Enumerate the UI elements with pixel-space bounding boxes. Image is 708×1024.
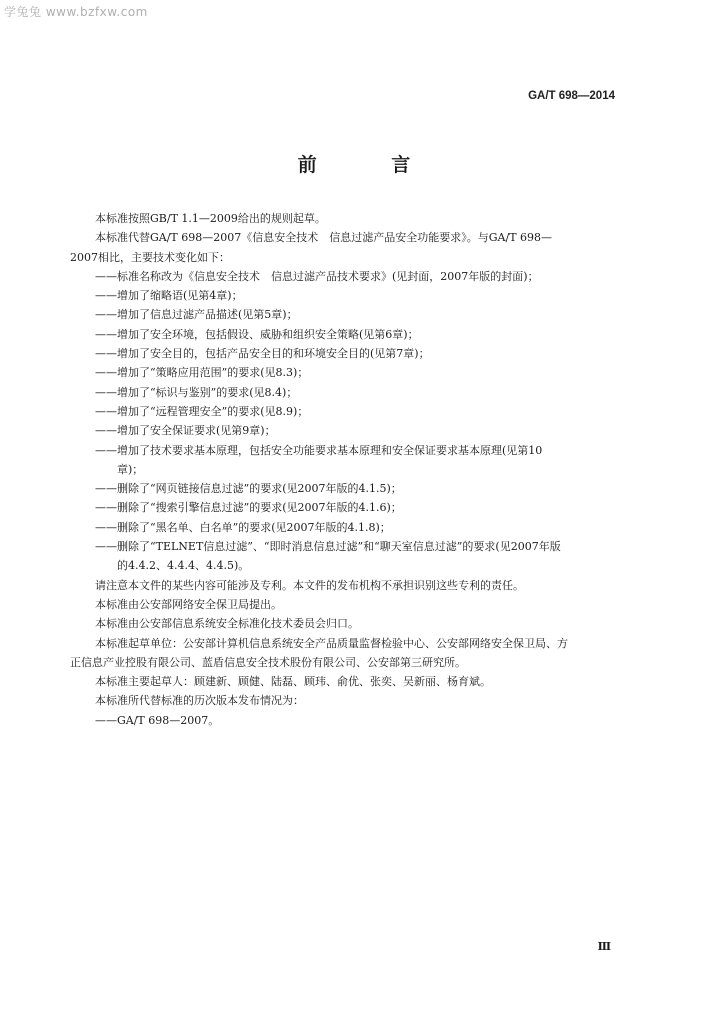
list-item: ——删除了“TELNET信息过滤”、“即时消息信息过滤”和“聊天室信息过滤”的要求(见2007年版 [95,540,561,554]
paragraph: 本标准按照GB/T 1.1—2009给出的规则起草。 [95,212,326,225]
list-item: ——删除了“搜索引擎信息过滤”的要求(见2007年版的4.1.6)； [95,501,402,515]
page-title: 前 言 [297,154,445,176]
paragraph: 本标准由公安部信息系统安全标准化技术委员会归口。 [95,617,359,631]
paragraph: 本标准主要起草人：顾建新、顾健、陆磊、顾玮、俞优、张奕、吴新丽、杨育斌。 [95,675,491,689]
page-number: Ⅲ [597,940,611,953]
list-item: ——增加了安全保证要求(见第9章)； [95,424,276,438]
list-item: ——增加了信息过滤产品描述(见第5章)； [95,308,298,322]
document-code: GA/T 698—2014 [528,90,615,102]
paragraph: 本标准代替GA/T 698—2007《信息安全技术 信息过滤产品安全功能要求》。与GA/T 698— [95,231,553,245]
list-item: ——GA/T 698—2007。 [95,713,220,727]
list-item: ——增加了“远程管理安全”的要求(见8.9)； [95,404,309,418]
list-item: ——增加了缩略语(见第4章)； [95,289,243,303]
list-item: ——增加了“策略应用范围”的要求(见8.3)； [95,366,309,380]
list-item: ——标准名称改为《信息安全技术 信息过滤产品技术要求》(见封面，2007年版的封面)； [95,269,539,283]
paragraph: 本标准所代替标准的历次版本发布情况为： [95,694,304,708]
list-item: ——增加了安全环境，包括假设、威胁和组织安全策略(见第6章)； [95,327,419,341]
paragraph: 请注意本文件的某些内容可能涉及专利。本文件的发布机构不承担识别这些专利的责任。 [95,578,524,592]
list-item: ——增加了安全目的，包括产品安全目的和环境安全目的(见第7章)； [95,347,430,361]
paragraph: 正信息产业控股有限公司、蓝盾信息安全技术股份有限公司、公安部第三研究所。 [70,655,466,669]
list-item: ——增加了技术要求基本原理，包括安全功能要求基本原理和安全保证要求基本原理(见第10 [95,443,543,457]
list-item-continuation: 的4.4.2、4.4.4、4.4.5)。 [95,559,250,573]
paragraph: 本标准起草单位：公安部计算机信息系统安全产品质量监督检验中心、公安部网络安全保卫局、方 [95,636,568,650]
list-item: ——删除了“黑名单、白名单”的要求(见2007年版的4.1.8)； [95,520,391,534]
list-item: ——增加了“标识与鉴别”的要求(见8.4)； [95,385,298,399]
foreword-body [70,209,630,730]
paragraph: 2007相比，主要技术变化如下： [70,250,230,264]
watermark: 学兔兔 www.bzfxw.com [4,5,148,19]
paragraph: 本标准由公安部网络安全保卫局提出。 [95,597,282,611]
list-item-continuation: 章)； [95,462,144,476]
list-item: ——删除了“网页链接信息过滤”的要求(见2007年版的4.1.5)； [95,482,402,496]
